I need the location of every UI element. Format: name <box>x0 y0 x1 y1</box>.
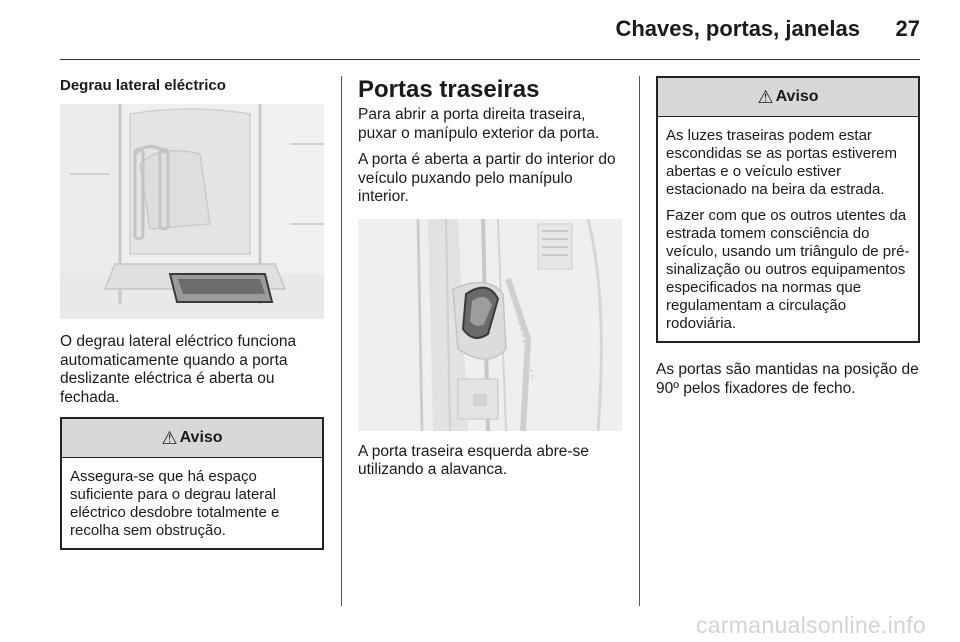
right-column <box>656 76 920 398</box>
warning-text-2: Fazer com que os outros utentes da estrada tomem consciência do veículo, usando um triângulo de pré-sinalização ou outros equipamentos especificados na normas que regulamentam a circulação rodoviária. <box>666 207 910 332</box>
warning-title: Aviso <box>775 88 819 105</box>
warning-text: Assegura-se que há espaço suficiente para o degrau lateral eléctrico desdobre totalmente e recolha sem obstrução. <box>70 468 280 539</box>
warning-title: Aviso <box>179 429 223 446</box>
warning-box <box>60 417 324 550</box>
warning-header <box>62 419 322 458</box>
door-stop-paragraph: As portas são mantidas na posição de 90º pelos fixadores de fecho. <box>656 361 919 397</box>
warning-text-1: As luzes traseiras podem estar escondidas se as portas estiverem abertas e o veículo estiver estacionado na beira da estrada. <box>666 127 897 198</box>
column-divider <box>639 76 640 606</box>
page-number: 27 <box>895 16 920 41</box>
rear-door-paragraph-3: A porta traseira esquerda abre-se utilizando a alavanca. <box>358 442 589 478</box>
column-divider <box>341 76 342 606</box>
chapter-title: Chaves, portas, janelas <box>615 16 860 41</box>
rear-door-lever-illustration <box>358 219 622 431</box>
side-step-paragraph: O degrau lateral eléctrico funciona automaticamente quando a porta deslizante eléctrica é aberta ou fechada. <box>60 333 297 406</box>
rear-door-paragraph-1: Para abrir a porta direita traseira, puxar o manípulo exterior da porta. <box>358 106 600 142</box>
rear-door-lever-drawing <box>358 219 622 431</box>
warning-body <box>658 117 918 341</box>
warning-triangle-icon: ⚠ <box>757 86 774 107</box>
warning-body <box>62 458 322 548</box>
middle-column <box>358 76 622 480</box>
warning-box <box>656 76 920 343</box>
rear-door-paragraph-2: A porta é aberta a partir do interior do veículo puxando pelo manípulo interior. <box>358 151 616 205</box>
warning-header <box>658 78 918 117</box>
header-rule <box>60 59 920 60</box>
side-step-illustration <box>60 104 324 319</box>
section-heading: Portas traseiras <box>358 76 540 103</box>
warning-triangle-icon: ⚠ <box>161 427 178 448</box>
left-column <box>60 76 324 550</box>
section-subheading: Degrau lateral eléctrico <box>60 77 226 94</box>
watermark: carmanualsonline.info <box>695 612 926 638</box>
side-step-drawing <box>60 104 324 319</box>
